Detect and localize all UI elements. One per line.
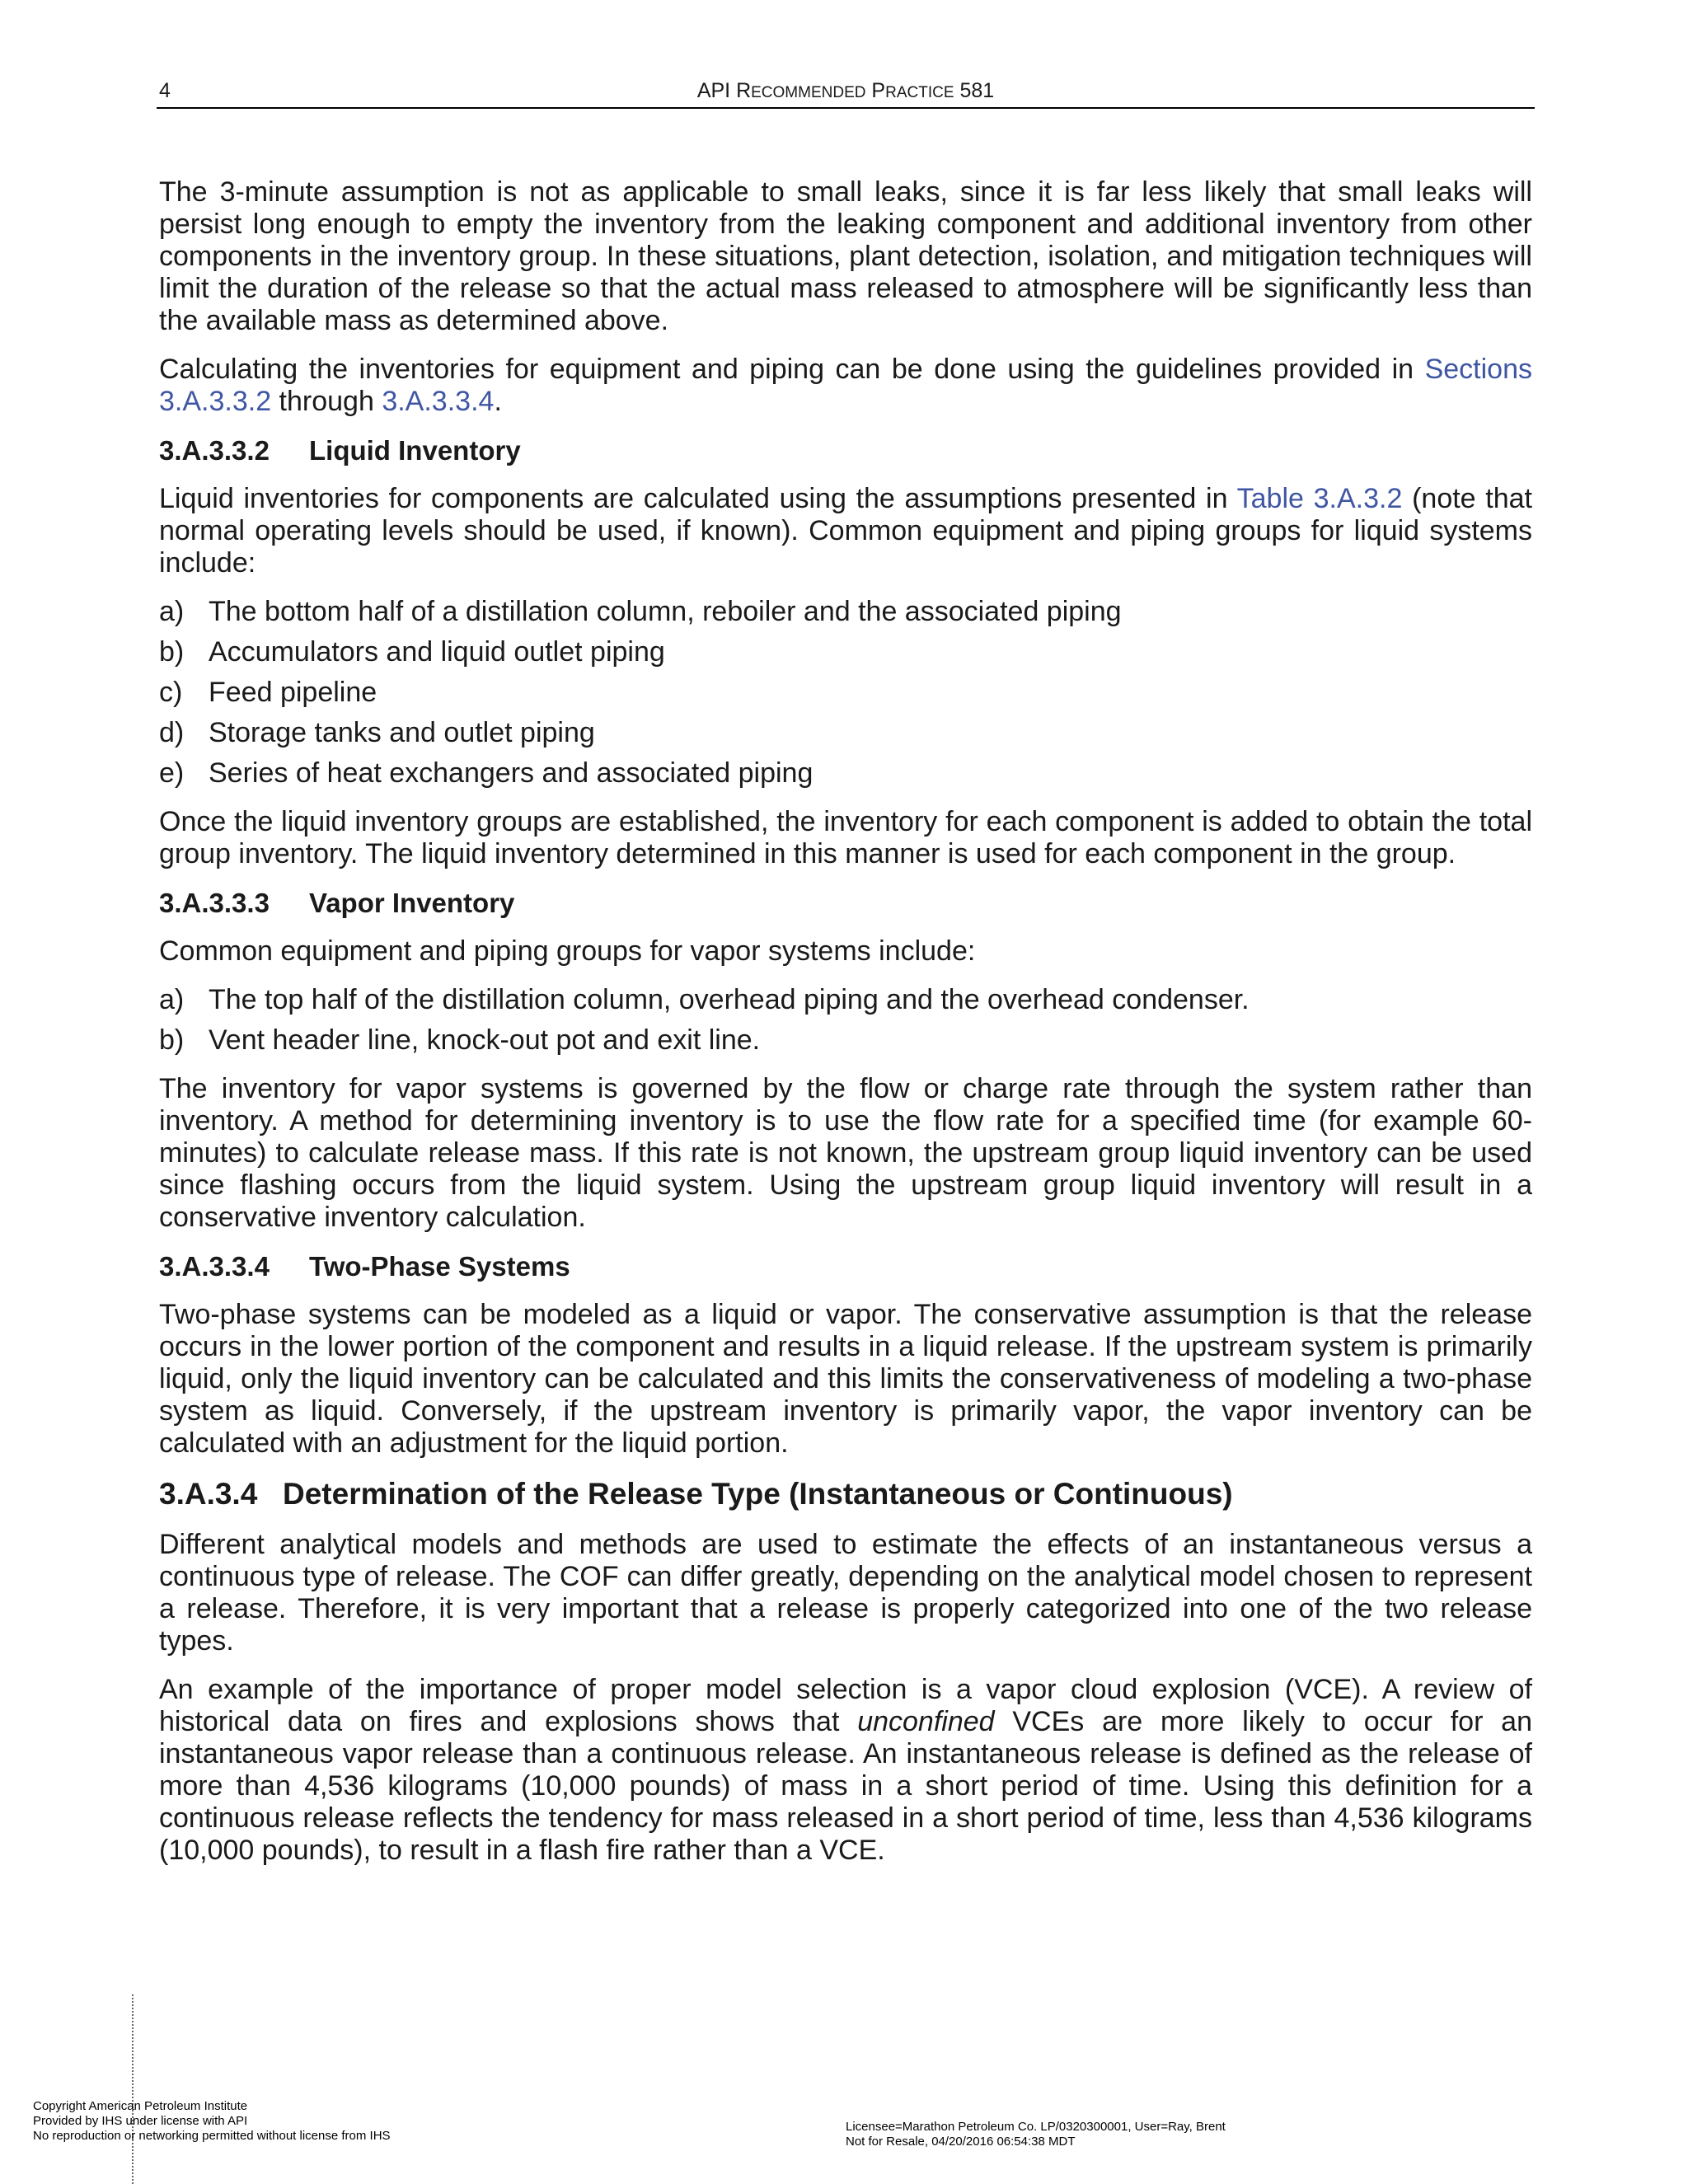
list-item: b) Accumulators and liquid outlet piping xyxy=(159,636,665,668)
running-title: API RECOMMENDED PRACTICE 581 xyxy=(696,79,995,102)
heading-two-phase-systems: 3.A.3.3.4 Two-Phase Systems xyxy=(159,1251,570,1282)
paragraph-vapor-intro: Common equipment and piping groups for vapor systems include: xyxy=(159,935,976,967)
page-number: 4 xyxy=(159,79,171,102)
vapor-groups-list xyxy=(159,984,1532,1057)
list-item: e) Series of heat exchangers and associated piping xyxy=(159,757,814,789)
liquid-groups-list xyxy=(159,596,1532,790)
paragraph-vapor-closing: The inventory for vapor systems is governed by the flow or charge rate through the system rather than inventory. A method for determining inventory is to use the flow rate for a specified time (for example 60-minutes) to calculate release mass. If this rate is not known, the upstream group liquid inventory can be used since flashing occurs from the liquid system. Using the upstream group liquid inventory will result in a conservative inventory calculation. xyxy=(159,1073,1532,1233)
paragraph-calculating-inventories: Calculating the inventories for equipment and piping can be done using the guidelines provided in Sections 3.A.3.3.2 through 3.A.3.3.4. xyxy=(159,354,1532,417)
page-header xyxy=(157,79,1535,109)
paragraph-liquid-intro: Liquid inventories for components are calculated using the assumptions presented in Table 3.A.3.2 (note that normal operating levels should be used, if known). Common equipment and piping groups for liquid systems include: xyxy=(159,483,1533,579)
list-item: c) Feed pipeline xyxy=(159,677,377,708)
footer-licensee: Licensee=Marathon Petroleum Co. LP/0320300001, User=Ray, Brent Not for Resale, 04/20/2016 06:54:38 MDT xyxy=(846,2120,1226,2149)
list-item: a) The top half of the distillation column, overhead piping and the overhead condenser. xyxy=(159,984,1250,1015)
paragraph-small-leaks: The 3-minute assumption is not as applicable to small leaks, since it is far less likely that small leaks will persist long enough to empty the inventory from the leaking component and additional inventory from other components in the inventory group. In these situations, plant detection, isolation, and mitigation techniques will limit the duration of the release so that the actual mass released to atmosphere will be significantly less than the available mass as determined above. xyxy=(159,176,1532,336)
list-item: a) The bottom half of a distillation column, reboiler and the associated piping xyxy=(159,596,1122,627)
link-table-3a32[interactable]: Table 3.A.3.2 xyxy=(1236,483,1403,514)
document-body xyxy=(159,176,1532,1883)
paragraph-two-phase: Two-phase systems can be modeled as a liquid or vapor. The conservative assumption is that the release occurs in the lower portion of the component and results in a liquid release. If the upstream system is primarily liquid, only the liquid inventory can be calculated and this limits the conservativeness of modeling a two-phase system as liquid. Conversely, if the upstream inventory is primarily vapor, the vapor inventory can be calculated with an adjustment for the liquid portion. xyxy=(159,1299,1532,1459)
heading-liquid-inventory: 3.A.3.3.2 Liquid Inventory xyxy=(159,435,521,466)
list-item: b) Vent header line, knock-out pot and exit line. xyxy=(159,1024,761,1056)
link-sections-3a332[interactable]: Sections 3.A.3.3.2 xyxy=(159,354,1532,417)
list-item: d) Storage tanks and outlet piping xyxy=(159,717,595,748)
heading-vapor-inventory: 3.A.3.3.3 Vapor Inventory xyxy=(159,888,515,918)
heading-release-type: 3.A.3.4 Determination of the Release Type (Instantaneous or Continuous) xyxy=(159,1477,1233,1511)
footer-copyright: Copyright American Petroleum Institute Provided by IHS under license with API No reproduction or networking permitted without license from IHS xyxy=(33,2099,391,2143)
paragraph-liquid-closing: Once the liquid inventory groups are established, the inventory for each component is added to obtain the total group inventory. The liquid inventory determined in this manner is used for each component in the group. xyxy=(159,806,1532,869)
link-section-3a334[interactable]: 3.A.3.3.4 xyxy=(382,386,495,417)
margin-dotted-line xyxy=(132,1994,136,2184)
paragraph-release-models: Different analytical models and methods are used to estimate the effects of an instantaneous versus a continuous type of release. The COF can differ greatly, depending on the analytical model chosen to represent a release. Therefore, it is very important that a release is properly categorized into one of the two release types. xyxy=(159,1529,1532,1657)
paragraph-vce-example: An example of the importance of proper model selection is a vapor cloud explosion (VCE). A review of historical data on fires and explosions shows that unconfined VCEs are more likely to occur for an instantaneous vapor release than a continuous release. An instantaneous release is defined as the release of more than 4,536 kilograms (10,000 pounds) of mass in a short period of time. Using this definition for a continuous release reflects the tendency for mass released in a short period of time, less than 4,536 kilograms (10,000 pounds), to result in a flash fire rather than a VCE. xyxy=(159,1674,1532,1866)
